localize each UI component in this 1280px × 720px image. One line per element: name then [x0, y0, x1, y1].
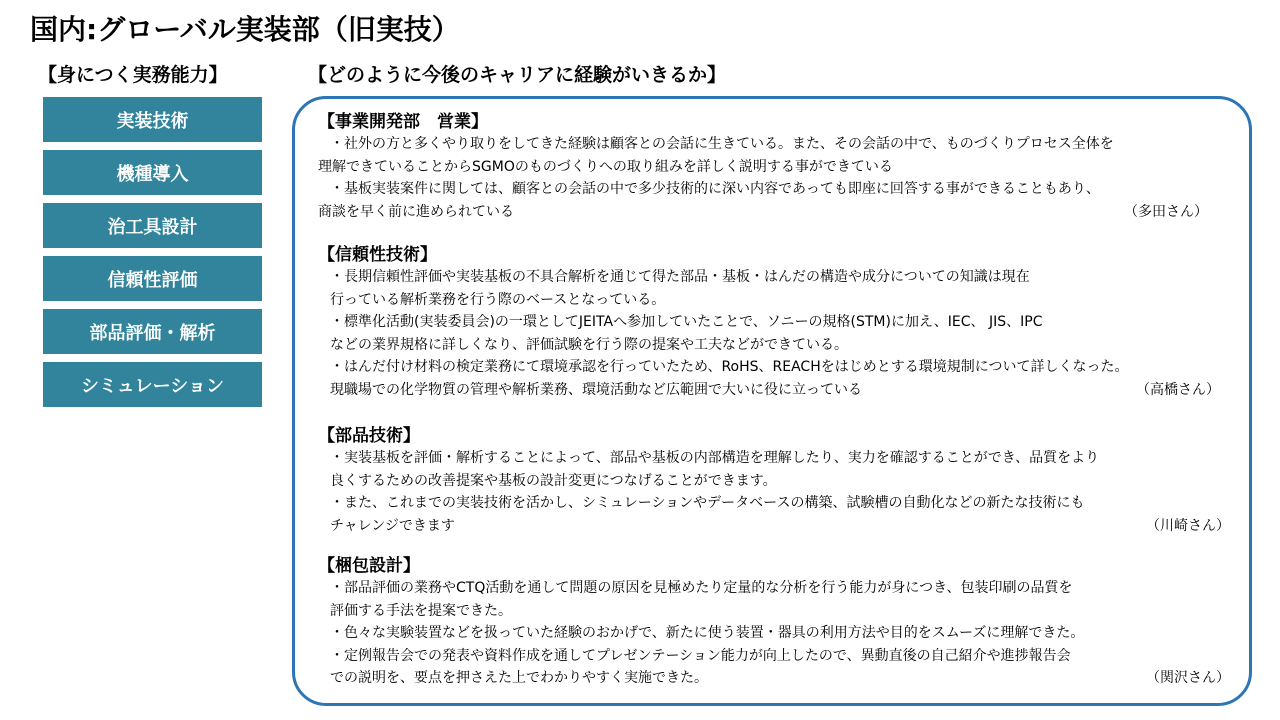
section-heading: 【部品技術】 [318, 426, 420, 446]
skill-component-analysis: 部品評価・解析 [43, 309, 262, 354]
section-component-technology [318, 425, 1248, 537]
section-line: ・社外の方と多くやり取りをしてきた経験は顧客との会話に生きている。また、その会話の中で、ものづくりプロセス全体を [330, 136, 1114, 152]
section-reliability-technology [318, 244, 1248, 401]
section-heading: 【梱包設計】 [318, 556, 420, 576]
section-line [318, 201, 1238, 224]
section-line: ・部品評価の業務やCTQ活動を通して問題の原因を見極めたり定量的な分析を行う能力が身につき、包装印刷の品質を [330, 580, 1073, 596]
section-packaging-design [318, 555, 1248, 690]
skill-model-introduction: 機種導入 [43, 150, 262, 195]
section-line [318, 667, 1248, 690]
skill-list [43, 97, 262, 415]
section-line: 良くするための改善提案や基板の設計変更につなげることができます。 [330, 472, 777, 489]
skill-reliability-evaluation: 信頼性評価 [43, 256, 262, 301]
attribution: （高橋さん） [1136, 381, 1220, 398]
attribution: （多田さん） [1124, 203, 1208, 220]
section-line: ・基板実装案件に関しては、顧客との会話の中で多少技術的に深い内容であっても即座に回答する事ができることもあり、 [330, 181, 1100, 197]
section-line: などの業界規格に詳しくなり、評価試験を行う際の提案や工夫などができている。 [330, 336, 848, 353]
skill-mounting-technology: 実装技術 [43, 97, 262, 142]
section-business-development [318, 111, 1238, 223]
section-line: 行っている解析業務を行う際のベースとなっている。 [330, 291, 666, 308]
section-line-text: 商談を早く前に進められている [318, 203, 514, 220]
section-line [318, 515, 1248, 538]
section-line: 理解できていることからSGMOのものづくりへの取り組みを詳しく説明する事ができている [318, 158, 893, 175]
page-title: 国内:グローバル実装部（旧実技） [30, 13, 460, 46]
attribution: （川崎さん） [1146, 517, 1230, 534]
career-heading: 【どのように今後のキャリアに経験がいきるか】 [308, 64, 727, 86]
skill-simulation: シミュレーション [43, 362, 262, 407]
skills-heading: 【身につく実務能力】 [38, 64, 228, 86]
section-line: 評価する手法を提案できた。 [330, 602, 512, 619]
section-line: ・長期信頼性評価や実装基板の不具合解析を通じて得た部品・基板・はんだの構造や成分についての知識は現在 [330, 269, 1030, 285]
section-line: ・また、これまでの実装技術を活かし、シミュレーションやデータベースの構築、試験槽の自動化などの新たな技術にも [330, 495, 1085, 511]
skill-jig-design: 治工具設計 [43, 203, 262, 248]
section-line-text: 現職場での化学物質の管理や解析業務、環境活動など広範囲で大いに役に立っている [330, 381, 862, 398]
section-line [318, 379, 1248, 402]
section-line: ・色々な実験装置などを扱っていた経験のおかげで、新たに使う装置・器具の利用方法や目的をスムーズに理解できた。 [330, 625, 1085, 641]
section-heading: 【信頼性技術】 [318, 245, 437, 265]
section-line-text: チャレンジできます [330, 517, 455, 534]
section-line: ・実装基板を評価・解析することによって、部品や基板の内部構造を理解したり、実力を確認することができ、品質をより [330, 450, 1100, 466]
section-heading: 【事業開発部 営業】 [318, 112, 488, 132]
section-line: ・はんだ付け材料の検定業務にて環境承認を行っていたため、RoHS、REACHをはじめとする環境規制について詳しくなった。 [330, 359, 1129, 375]
section-line: ・標準化活動(実装委員会)の一環としてJEITAへ参加していたことで、ソニーの規格(STM)に加え、IEC、 JIS、IPC [330, 314, 1043, 330]
section-line: ・定例報告会での発表や資料作成を通してプレゼンテーション能力が向上したので、異動直後の自己紹介や進捗報告会 [330, 647, 1071, 664]
section-line-text: での説明を、要点を押さえた上でわかりやすく実施できた。 [330, 670, 708, 686]
attribution: （関沢さん） [1146, 670, 1230, 686]
